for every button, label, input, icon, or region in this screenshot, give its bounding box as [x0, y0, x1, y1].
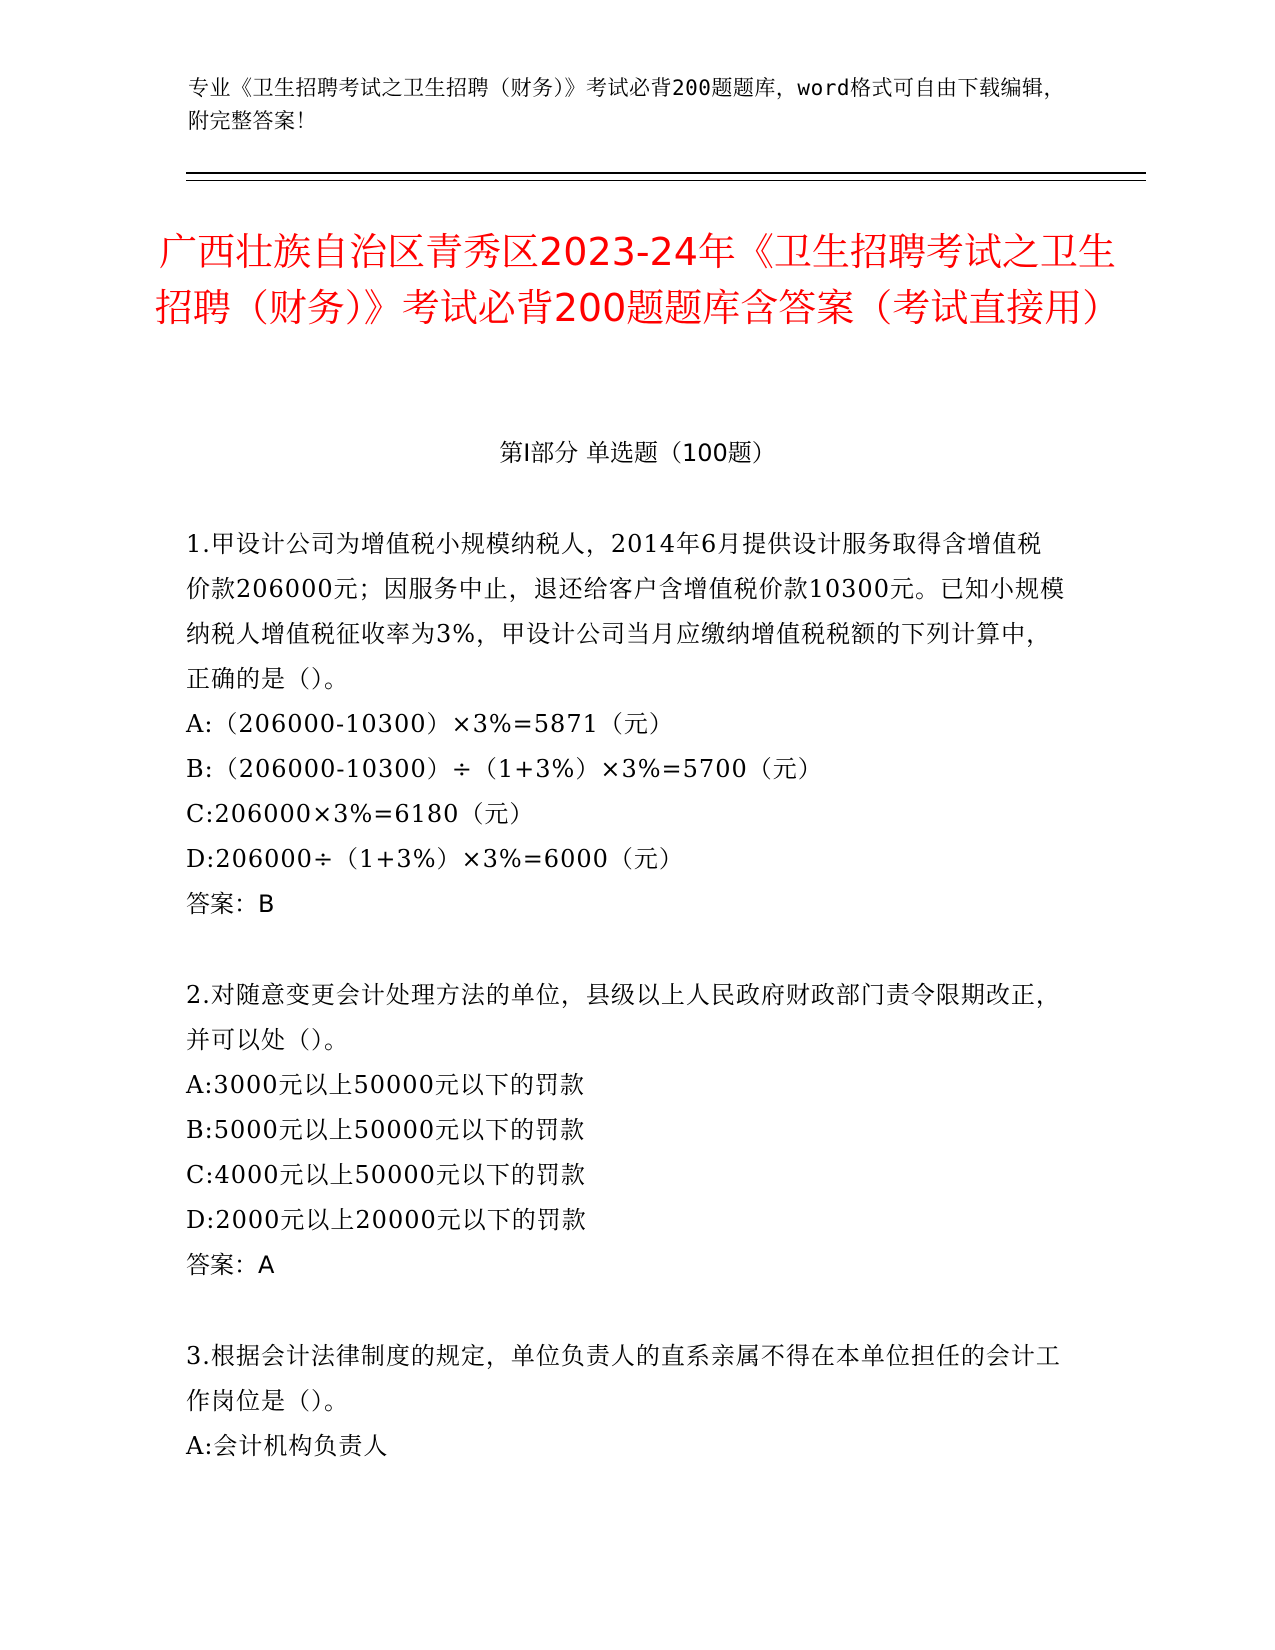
question-stem: 2.对随意变更会计处理方法的单位，县级以上人民政府财政部门责令限期改正，并可以处（）。	[186, 981, 1061, 1054]
option-a: A:会计机构负责人	[186, 1432, 389, 1460]
option-c: C:206000×3%=6180（元）	[186, 800, 535, 828]
section-heading: 第I部分 单选题（100题）	[499, 439, 776, 467]
header-divider-thin	[186, 180, 1146, 181]
option-b: B:5000元以上50000元以下的罚款	[186, 1116, 586, 1144]
option-a: A:（206000-10300）×3%=5871（元）	[186, 710, 674, 738]
option-d: D:206000÷（1+3%）×3%=6000（元）	[186, 845, 684, 873]
option-d: D:2000元以上20000元以下的罚款	[186, 1206, 587, 1234]
question-stem: 3.根据会计法律制度的规定，单位负责人的直系亲属不得在本单位担任的会计工作岗位是（）。	[186, 1342, 1061, 1415]
header-note: 专业《卫生招聘考试之卫生招聘（财务）》考试必背200题题库，word格式可自由下载编辑，附完整答案！	[188, 76, 1065, 133]
document-title: 广西壮族自治区青秀区2023-24年《卫生招聘考试之卫生招聘（财务）》考试必背200题题库含答案（考试直接用）	[154, 230, 1121, 330]
question-2	[186, 973, 1066, 1288]
option-a: A:3000元以上50000元以下的罚款	[186, 1071, 585, 1099]
option-c: C:4000元以上50000元以下的罚款	[186, 1161, 586, 1189]
question-3	[186, 1334, 1066, 1469]
answer-line: 答案：A	[186, 1251, 275, 1279]
answer-line: 答案：B	[186, 890, 275, 918]
header-divider-thick	[186, 172, 1146, 174]
question-1	[186, 522, 1066, 927]
option-b: B:（206000-10300）÷（1+3%）×3%=5700（元）	[186, 755, 823, 783]
question-list	[186, 522, 1066, 1515]
question-stem: 1.甲设计公司为增值税小规模纳税人，2014年6月提供设计服务取得含增值税价款206000元；因服务中止，退还给客户含增值税价款10300元。已知小规模纳税人增值税征收率为3%，甲设计公司当月应缴纳增值税税额的下列计算中，正确的是（）。	[186, 530, 1065, 693]
